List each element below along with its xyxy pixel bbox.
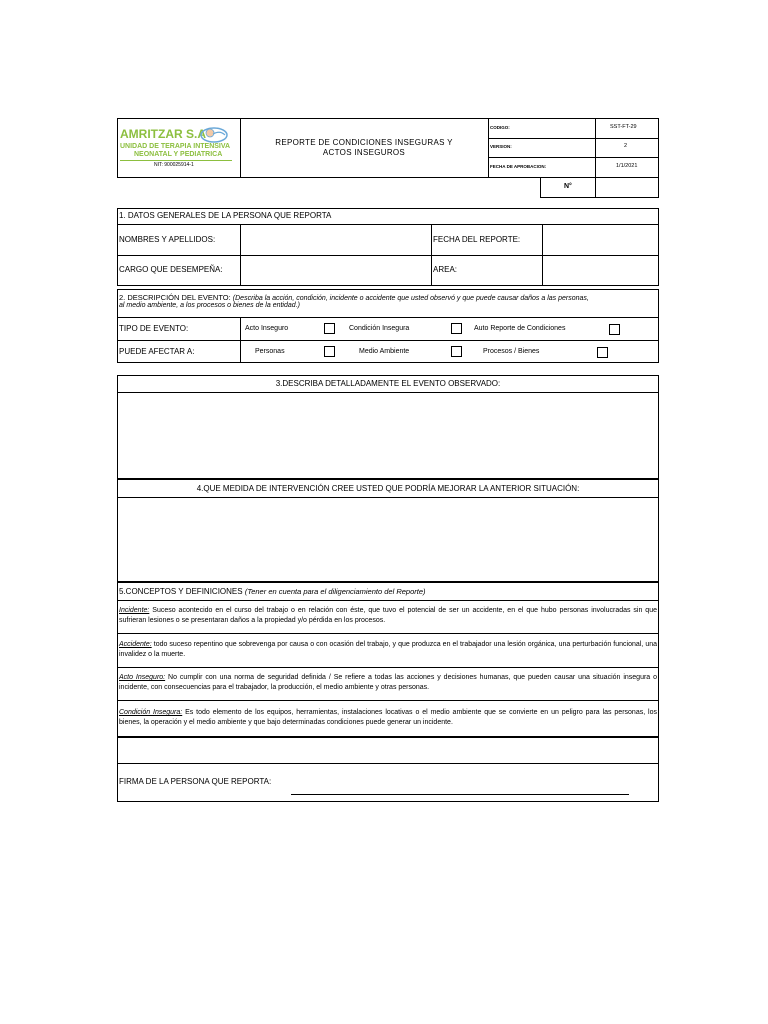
divider — [117, 633, 659, 634]
divider — [488, 138, 659, 139]
fecha-reporte-input[interactable] — [543, 225, 658, 255]
divider — [431, 224, 432, 286]
form-title: ACTOS INSEGUROS — [322, 148, 406, 157]
tipo-evento-label: TIPO DE EVENTO: — [119, 324, 189, 333]
section-3-title: 3.DESCRIBA DETALLADAMENTE EL EVENTO OBSERVADO: — [275, 379, 501, 388]
divider — [117, 600, 659, 601]
tipo-option-condicion-insegura: Condición Insegura — [349, 325, 410, 332]
checkbox-personas[interactable] — [324, 346, 335, 357]
evento-description-textarea[interactable] — [118, 393, 658, 478]
definition-text: Es todo elemento de los equipos, herramientas, instalaciones locativas o el medio ambiente que se convierte en un peligro para las personas, los bienes, la operación y el medio ambiente y que bajo determinadas condiciones puede generar un incidente. — [119, 709, 657, 726]
nombres-input[interactable] — [241, 225, 431, 255]
version-label: VERSION: — [490, 144, 512, 149]
divider — [117, 340, 659, 341]
definition-term: Acto Inseguro: — [119, 674, 166, 681]
codigo-label: CODIGO: — [490, 125, 510, 130]
codigo-value: SST-FT-29 — [610, 124, 637, 130]
divider — [117, 763, 659, 764]
definition-text: Suceso acontecido en el curso del trabajo o en relación con éste, que tuvo el potencial de ser un accidente, en el que hubo personas involucradas sin que sufrieran lesiones o se presentaran daños a la propiedad y/o pérdida en los procesos. — [119, 607, 657, 624]
fecha-reporte-label: FECHA DEL REPORTE: — [433, 235, 521, 244]
checkbox-procesos-bienes[interactable] — [597, 347, 608, 358]
divider — [595, 118, 596, 178]
tipo-option-acto-inseguro: Acto Inseguro — [245, 325, 289, 332]
fecha-aprobacion-label: FECHA DE APROBACION: — [490, 164, 547, 169]
logo-rule — [120, 160, 232, 161]
afectar-option-personas: Personas — [255, 348, 285, 355]
divider — [117, 667, 659, 668]
definition-accidente — [119, 640, 657, 659]
divider — [117, 700, 659, 701]
section-2-instructions: (Describa la acción, condición, incidente o accidente que usted observó y que puede causar daños a las personas, — [232, 295, 589, 302]
nombres-label: NOMBRES Y APELLIDOS: — [119, 235, 216, 244]
form-title: REPORTE DE CONDICIONES INSEGURAS Y — [275, 138, 453, 147]
baby-logo-icon — [198, 124, 230, 144]
area-label: AREA: — [433, 265, 458, 274]
company-nit: NIT: 900025914-1 — [154, 162, 194, 168]
definition-term: Accidente: — [119, 641, 152, 648]
numero-field[interactable] — [540, 177, 659, 198]
tipo-option-auto-reporte: Auto Reporte de Condiciones — [474, 325, 566, 332]
checkbox-acto-inseguro[interactable] — [324, 323, 335, 334]
checkbox-medio-ambiente[interactable] — [451, 346, 462, 357]
numero-label: N° — [564, 183, 572, 190]
intervencion-textarea[interactable] — [118, 498, 658, 581]
definition-acto-inseguro — [119, 673, 657, 692]
cargo-input[interactable] — [241, 256, 431, 285]
definition-term: Condición Insegura: — [119, 709, 183, 716]
divider — [595, 177, 596, 198]
cargo-label: CARGO QUE DESEMPEÑA: — [119, 265, 223, 274]
company-subtitle: NEONATAL Y PEDIATRICA — [134, 151, 223, 158]
divider — [117, 317, 659, 318]
puede-afectar-label: PUEDE AFECTAR A: — [119, 347, 195, 356]
definition-text: todo suceso repentino que sobrevenga por causa o con ocasión del trabajo, y que produzca en el trabajador una lesión orgánica, una perturbación funcional, una invalidez o la muerte. — [119, 641, 657, 658]
checkbox-condicion-insegura[interactable] — [451, 323, 462, 334]
firma-box — [117, 737, 659, 802]
definition-text: No cumplir con una norma de seguridad definida / Se refiere a todas las acciones y decisiones humanas, que pueden causar una situación insegura o incidente, con consecuencias para el trabajador, la producción, el medio ambiente y otras personas. — [119, 674, 658, 691]
definition-term: Incidente: — [119, 607, 150, 614]
company-name: AMRITZAR S.A — [120, 127, 206, 141]
version-value: 2 — [624, 143, 628, 149]
afectar-option-procesos-bienes: Procesos / Bienes — [483, 348, 540, 355]
divider — [488, 157, 659, 158]
firma-label: FIRMA DE LA PERSONA QUE REPORTA: — [119, 777, 272, 786]
company-subtitle: UNIDAD DE TERAPIA INTENSIVA — [120, 143, 231, 150]
definition-incidente — [119, 606, 657, 625]
divider — [240, 317, 241, 363]
definition-condicion-insegura — [119, 708, 657, 727]
fecha-aprobacion-value: 1/1/2021 — [616, 163, 638, 169]
divider — [488, 118, 489, 178]
firma-signature-line[interactable] — [291, 794, 629, 795]
section-2-title: 2. DESCRIPCIÓN DEL EVENTO: — [119, 293, 231, 302]
afectar-option-medio-ambiente: Medio Ambiente — [359, 348, 410, 355]
section-2-instructions: al medio ambiente, a los procesos o bienes de la entidad.) — [119, 302, 300, 309]
section-5-note: (Tener en cuenta para el diligenciamiento del Reporte) — [244, 587, 426, 596]
company-logo — [118, 122, 239, 174]
section-4-title: 4.QUE MEDIDA DE INTERVENCIÓN CREE USTED QUE PODRÍA MEJORAR LA ANTERIOR SITUACIÓN: — [196, 484, 580, 493]
checkbox-auto-reporte[interactable] — [609, 324, 620, 335]
section-1-title: 1. DATOS GENERALES DE LA PERSONA QUE REPORTA — [119, 211, 332, 220]
area-input[interactable] — [543, 256, 658, 285]
section-5-title: 5.CONCEPTOS Y DEFINICIONES — [119, 587, 243, 596]
